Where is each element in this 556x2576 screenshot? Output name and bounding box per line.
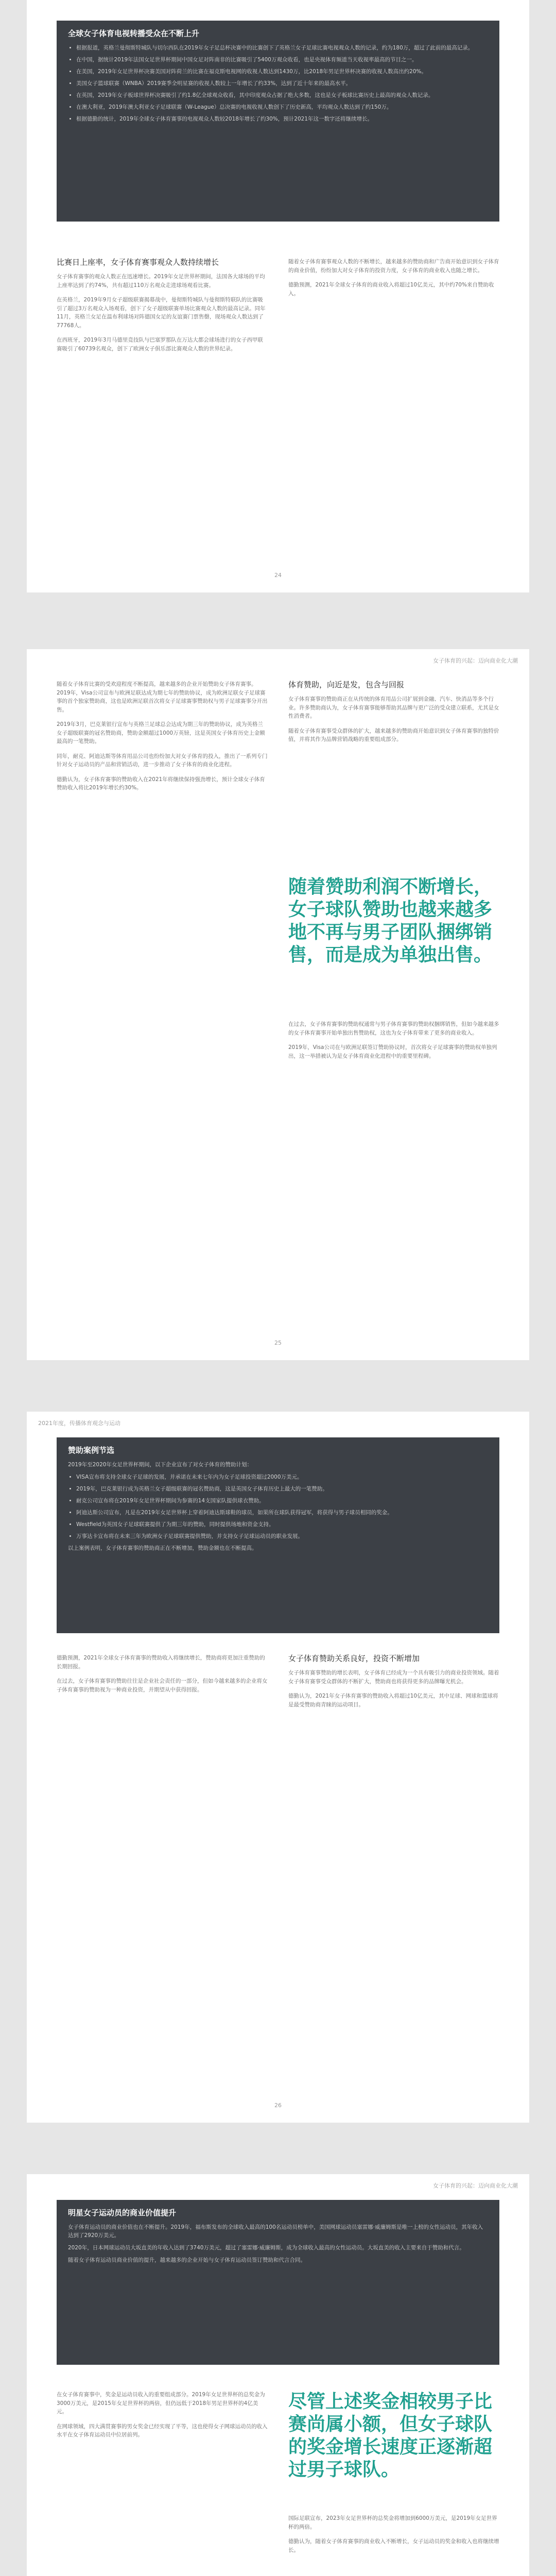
list-item: • Westfield为英国女子足球联赛提供了为期三年的赞助，同时提供场地和资金支持。	[76, 1520, 488, 1529]
section-heading: 比赛日上座率，女子体育赛事观众人数持续增长	[57, 258, 219, 267]
right-column	[288, 680, 499, 750]
left-column	[57, 258, 268, 359]
box-bullets	[68, 1473, 488, 1540]
paragraph: 2019年3月，巴克莱银行宣布与英格兰足球总会达成为期三年的赞助协议，成为英格兰女子超级联赛的冠名赞助商，赞助金额超过1000万英镑，这是英国女子体育历史上金额最高的一笔赞助。	[57, 721, 265, 744]
box-intro: 2019年至2020年女足世界杯期间，以下企业宣布了对女子体育的赞助计划：	[68, 1462, 252, 1468]
paragraph: 女子体育运动员的商业价值也在不断提升。2019年，福布斯发布的全球收入最高的100名运动员榜单中，美国网球运动员塞雷娜·威廉姆斯是唯一上榜的女性运动员，其年收入达到了2920万美元。	[68, 2224, 483, 2239]
paragraph: 2020年，日本网球运动员大坂直美的年收入达到了3740万美元，超过了塞雷娜·威廉姆斯，成为全球收入最高的女性运动员。大坂直美的收入主要来自于赞助和代言。	[68, 2245, 465, 2251]
list-item: • 耐克公司宣布将在2019年女足世界杯期间为参赛的14支国家队提供球衣赞助。	[76, 1497, 488, 1505]
list-item: • 在美国，2019年女足世界杯决赛美国对阵荷兰的比赛在福克斯电视网的收视人数达到1430万，比2018年男足世界杯决赛的收视人数高出约20%。	[76, 67, 488, 76]
pull-quote: 随着赞助利润不断增长，女子球队赞助也越来越多地不再与男子团队捆绑销售，而是成为单独出售。	[288, 876, 493, 965]
paragraph: 随着女子体育运动员商业价值的提升，越来越多的企业开始与女子体育运动员签订赞助和代言合同。	[68, 2257, 306, 2263]
section-heading: 女子体育赞助关系良好，投资不断增加	[288, 1654, 420, 1663]
section-heading: 体育赞助，向近是发，包含与回报	[288, 680, 405, 689]
page-number: 25	[274, 1340, 282, 1346]
page-2: 女子体育的兴起：迈向商业化大潮 随着女子体育比赛的受欢迎程度不断提高，越来越多的企业开始赞助女子体育赛事。2019年，Visa公司宣布与欧洲足联达成为期七年的赞助协议，成为欧洲足联女子足球赛事的首个独家赞助商，这也是欧洲足联首次将女子足球赛事赞助权与男子足球赛事分开出售。 2019年3月，巴克莱银行宣布与英格兰足球总会达成为期三年的赞助协议，成为英格兰女子超级联赛的冠名赞助商，赞助金额超过1000万英镑，这是英国女子体育历史上金额最高的一笔赞助。 同年，耐克、阿迪达斯等体育用品公司也纷纷加大对女子体育的投入，推出了一系列专门针对女子运动员的产品和营销活动，进一步推动了女子体育的商业化进程。 德勤认为，女子体育赛事的赞助收入在2021年将继续保持强劲增长，预计全球女子体育赞助收入将比2019年增长约30%。 体育赞助，向近是发，包含与回报 女子体育赛事的赞助商正在从传统的体育用品公司扩展到金融、汽车、快消品等多个行业。许多赞助商认为，女子体育赛事能够帮助其品牌与更广泛的受众建立联系，尤其是女性消费者。 随着女子体育赛事受众群体的扩大，越来越多的赞助商开始意识到女子体育赛事的独特价值，并将其作为品牌营销战略的重要组成部分。 随着赞助利润不断增长，女子球队赞助也越来越多地不再与男子团队捆绑销售，而是成为单独出售。 在过去，女子体育赛事的赞助权通常与男子体育赛事的赞助权捆绑销售，但如今越来越多的女子体育赛事开始单独出售赞助权，这也为女子体育带来了更多的商业收入。 2019年，Visa公司在与欧洲足联签订赞助协议时，首次将女子足球赛事的赞助权单独列出，这一举措被认为是女子体育商业化进程中的重要里程碑。 25	[27, 649, 529, 1360]
right-column-continued	[288, 1020, 499, 1066]
list-item: • 在澳大利亚，2019年澳大利亚女子足球联赛（W-League）总决赛的电视收视人数创下了历史新高，平均观众人数达到了约150万。	[76, 103, 488, 111]
right-column	[288, 2514, 499, 2561]
page-number: 24	[274, 572, 282, 579]
page-1	[27, 0, 529, 592]
list-item: • 万事达卡宣布将在未来三年为欧洲女子足球联赛提供赞助，并支持女子足球运动员的职业发展。	[76, 1532, 488, 1540]
paragraph: 德勤认为，女子体育赛事的赞助收入在2021年将继续保持强劲增长，预计全球女子体育赞助收入将比2019年增长约30%。	[57, 776, 265, 791]
pull-quote: 尽管上述奖金相较男子比赛尚属小额，但女子球队的奖金增长速度正逐渐超过男子球队。	[288, 2391, 493, 2480]
list-item: • 在中国，据统计2019年法国女足世界杯期间中国女足对阵南非的比赛吸引了5400万观众收看，也是央视体育频道当天收视率最高的节目之一。	[76, 56, 488, 64]
paragraph: 德勤预测，2021年全球女子体育赛事的赞助收入将继续增长，赞助商将更加注重赞助的长期回报。	[57, 1655, 265, 1670]
tv-audience-box	[57, 21, 499, 222]
paragraph: 在网球领域，四大满贯赛事的男女奖金已经实现了平等，这也使得女子网球运动员的收入水平在女子体育运动员中位居前列。	[57, 2423, 268, 2438]
right-column	[288, 1654, 499, 1715]
box-title: 全球女子体育电视转播受众在不断上升	[68, 29, 200, 38]
paragraph: 在过去，女子体育赛事的赞助权通常与男子体育赛事的赞助权捆绑销售，但如今越来越多的女子体育赛事开始单独出售赞助权，这也为女子体育带来了更多的商业收入。	[288, 1021, 499, 1036]
left-column	[57, 2391, 268, 2446]
paragraph: 同年，耐克、阿迪达斯等体育用品公司也纷纷加大对女子体育的投入，推出了一系列专门针对女子运动员的产品和营销活动，进一步推动了女子体育的商业化进程。	[57, 753, 268, 768]
list-item: • 在英国，2019年女子板球世界杯决赛吸引了约1.8亿全球观众收看，其中印度观众占据了绝大多数，这也是女子板球比赛历史上最高的观众人数记录。	[76, 91, 488, 99]
box-title: 明星女子运动员的商业价值提升	[68, 2208, 177, 2217]
paragraph: 在过去，女子体育赛事的赞助往往是企业社会责任的一部分，但如今越来越多的企业将女子体育赛事的赞助视为一种商业投资，并期望从中获得回报。	[57, 1678, 268, 1693]
paragraph: 德勤认为，随着女子体育赛事的商业收入不断增长，女子运动员的奖金和收入也将继续增长。	[288, 2538, 499, 2553]
page-3: 2021年度，传播体育观念与运动 赞助案例节选 2019年至2020年女足世界杯期间，以下企业宣布了对女子体育的赞助计划： • VISA宣布将支持全球女子足球的发展，并承诺在未来七年内为女子足球投资超过2000万美元。 • 2019年，巴克莱银行成为英格兰女子超级联赛的冠名赞助商，这是英国女子体育历史上最大的一笔赞助。 • 耐克公司宣布将在2019年女足世界杯期间为参赛的14支国家队提供球衣赞助。 • 阿迪达斯公司宣布，凡是在2019年女足世界杯上穿着阿迪达斯球鞋的球员，如果所在球队获得冠军，将获得与男子球员相同的奖金。 • Westfield为英国女子足球联赛提供了为期三年的赞助，同时提供场地和资金支持。 • 万事达卡宣布将在未来三年为欧洲女子足球联赛提供赞助，并支持女子足球运动员的职业发展。 以上案例表明，女子体育赛事的赞助商正在不断增加，赞助金额也在不断提高。 德勤预测，2021年全球女子体育赛事的赞助收入将继续增长，赞助商将更加注重赞助的长期回报。 在过去，女子体育赛事的赞助往往是企业社会责任的一部分，但如今越来越多的企业将女子体育赛事的赞助视为一种商业投资，并期望从中获得回报。 女子体育赞助关系良好，投资不断增加 女子体育赛事赞助的增长表明，女子体育已经成为一个具有吸引力的商业投资领域。随着女子体育赛事受众群体的不断扩大，赞助商也将获得更多的品牌曝光机会。 德勤认为，2021年女子体育赛事的赞助收入将超过10亿美元，其中足球、网球和篮球将是最受赞助商青睐的运动项目。 26	[27, 1412, 529, 2123]
list-item: • 美国女子篮球联赛（WNBA）2019赛季全明星赛的收视人数较上一年增长了约33%，达到了近十年来的最高水平。	[76, 79, 488, 88]
star-athletes-box	[57, 2200, 499, 2365]
paragraph: 在英格兰，2019年9月女子超级联赛揭幕战中，曼彻斯特城队与曼彻斯特联队的比赛吸引了超过3万名观众入场观看，创下了女子超级联赛单场比赛观众人数的最高记录。同年11月，英格兰女足在温布利球场对阵德国女足的友谊赛门票售罄，现场观众人数达到了77768人。	[57, 297, 266, 329]
paragraph: 女子体育赛事赞助的增长表明，女子体育已经成为一个具有吸引力的商业投资领域。随着女子体育赛事受众群体的不断扩大，赞助商也将获得更多的品牌曝光机会。	[288, 1670, 499, 1685]
paragraph: 德勤认为，2021年女子体育赛事的赞助收入将超过10亿美元，其中足球、网球和篮球将是最受赞助商青睐的运动项目。	[288, 1693, 498, 1708]
paragraph: 国际足联宣布，2023年女足世界杯的总奖金将增加到6000万美元，是2019年女足世界杯的两倍。	[288, 2515, 497, 2530]
paragraph: 随着女子体育赛事观众人数的不断增长，越来越多的赞助商和广告商开始意识到女子体育的商业价值，纷纷加大对女子体育的投资力度，女子体育的商业收入也随之增长。	[288, 259, 499, 274]
paragraph: 2019年，Visa公司在与欧洲足联签订赞助协议时，首次将女子足球赛事的赞助权单独列出，这一举措被认为是女子体育商业化进程中的重要里程碑。	[288, 1044, 497, 1059]
sponsorship-cases-box	[57, 1437, 499, 1633]
left-column	[57, 680, 268, 799]
paragraph: 在西班牙，2019年3月马德里竞技队与巴塞罗那队在万达大都会球场进行的女子西甲联赛吸引了60739名观众，创下了欧洲女子俱乐部比赛观众人数的世界纪录。	[57, 337, 263, 352]
paragraph: 女子体育赛事的赞助商正在从传统的体育用品公司扩展到金融、汽车、快消品等多个行业。许多赞助商认为，女子体育赛事能够帮助其品牌与更广泛的受众建立联系，尤其是女性消费者。	[288, 696, 499, 719]
left-column	[57, 1654, 268, 1700]
box-outro: 以上案例表明，女子体育赛事的赞助商正在不断增加，赞助金额也在不断提高。	[68, 1545, 257, 1551]
list-item: • VISA宣布将支持全球女子足球的发展，并承诺在未来七年内为女子足球投资超过2000万美元。	[76, 1473, 488, 1481]
paragraph: 随着女子体育赛事受众群体的扩大，越来越多的赞助商开始意识到女子体育赛事的独特价值，并将其作为品牌营销战略的重要组成部分。	[288, 727, 499, 742]
paragraph: 随着女子体育比赛的受欢迎程度不断提高，越来越多的企业开始赞助女子体育赛事。2019年，Visa公司宣布与欧洲足联达成为期七年的赞助协议，成为欧洲足联女子足球赛事的首个独家赞助商，这也是欧洲足联首次将女子足球赛事赞助权与男子足球赛事分开出售。	[57, 681, 268, 713]
paragraph: 德勤预测，2021年全球女子体育的商业收入将超过10亿美元，其中约70%来自赞助收入。	[288, 282, 494, 297]
page-4: 女子体育的兴起：迈向商业化大潮 明星女子运动员的商业价值提升 女子体育运动员的商业价值也在不断提升。2019年，福布斯发布的全球收入最高的100名运动员榜单中，美国网球运动员塞雷娜·威廉姆斯是唯一上榜的女性运动员，其年收入达到了2920万美元。 2020年，日本网球运动员大坂直美的年收入达到了3740万美元，超过了塞雷娜·威廉姆斯，成为全球收入最高的女性运动员。大坂直美的收入主要来自于赞助和代言。 随着女子体育运动员商业价值的提升，越来越多的企业开始与女子体育运动员签订赞助和代言合同。 在女子体育赛事中，奖金是运动员收入的重要组成部分。2019年女足世界杯的总奖金为3000万美元，是2015年女足世界杯的两倍，但仍远低于2018年男足世界杯的4亿美元。 在网球领域，四大满贯赛事的男女奖金已经实现了平等，这也使得女子网球运动员的收入水平在女子体育运动员中位居前列。 尽管上述奖金相较男子比赛尚属小额，但女子球队的奖金增长速度正逐渐超过男子球队。 国际足联宣布，2023年女足世界杯的总奖金将增加到6000万美元，是2019年女足世界杯的两倍。 德勤认为，随着女子体育赛事的商业收入不断增长，女子运动员的奖金和收入也将继续增长。	[27, 2174, 529, 2576]
paragraph: 在女子体育赛事中，奖金是运动员收入的重要组成部分。2019年女足世界杯的总奖金为3000万美元，是2015年女足世界杯的两倍，但仍远低于2018年男足世界杯的4亿美元。	[57, 2392, 265, 2415]
page-number: 26	[274, 2102, 282, 2109]
list-item: • 2019年，巴克莱银行成为英格兰女子超级联赛的冠名赞助商，这是英国女子体育历史上最大的一笔赞助。	[76, 1485, 488, 1493]
list-item: • 阿迪达斯公司宣布，凡是在2019年女足世界杯上穿着阿迪达斯球鞋的球员，如果所在球队获得冠军，将获得与男子球员相同的奖金。	[76, 1509, 488, 1517]
box-title: 赞助案例节选	[68, 1446, 115, 1455]
list-item: • 根据报道，英格兰曼彻斯特城队与切尔西队在2019年女子足总杯决赛中的比赛创下了英格兰女子足球比赛电视观众人数的记录，约为180万，超过了此前的最高记录。	[76, 44, 488, 52]
right-column	[288, 258, 499, 304]
list-item: • 根据德勤的统计，2019年全球女子体育赛事的电视观众人数较2018年增长了约30%，预计2021年这一数字还将继续增长。	[76, 115, 488, 123]
paragraph: 女子体育赛事的观众人数正在迅速增长。2019年女足世界杯期间，法国各大球场的平均上座率达到了约74%，共有超过110万名观众走进球场观看比赛。	[57, 274, 265, 289]
box-bullets	[68, 44, 488, 123]
